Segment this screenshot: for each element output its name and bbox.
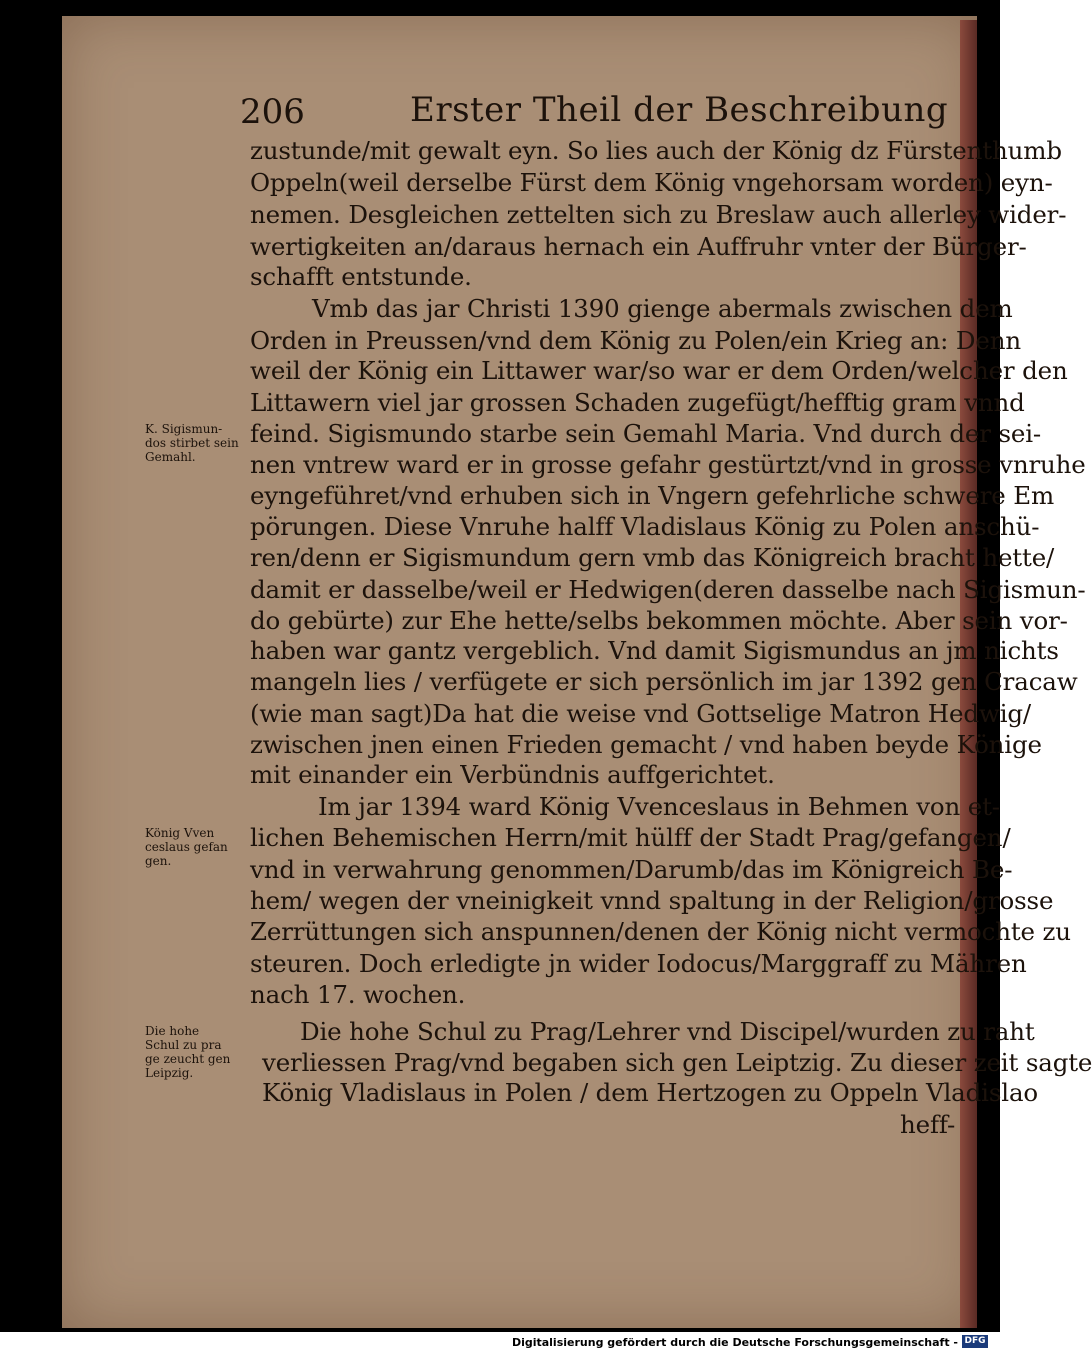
body-line: lichen Behemischen Herrn/mit hülff der Stadt Prag/gefangen/ bbox=[250, 823, 1011, 852]
body-line: Oppeln(weil derselbe Fürst dem König vngehorsam worden) eyn- bbox=[250, 168, 1053, 197]
marginal-note: K. Sigismun- dos stirbet sein Gemahl. bbox=[145, 422, 239, 464]
body-line: Die hohe Schul zu Prag/Lehrer vnd Discipel/wurden zu raht bbox=[300, 1017, 1035, 1046]
catchword: heff- bbox=[900, 1110, 956, 1139]
running-head: Erster Theil der Beschreibung bbox=[410, 90, 949, 130]
body-line: zustunde/mit gewalt eyn. So lies auch der König dz Fürstenthumb bbox=[250, 136, 1062, 165]
body-line: hem/ wegen der vneinigkeit vnnd spaltung in der Religion/grosse bbox=[250, 886, 1054, 915]
body-line: Vmb das jar Christi 1390 gienge abermals zwischen dem bbox=[312, 294, 1013, 323]
body-line: damit er dasselbe/weil er Hedwigen(deren dasselbe nach Sigismun- bbox=[250, 575, 1086, 604]
body-line: Zerrüttungen sich anspunnen/denen der König nicht vermochte zu bbox=[250, 917, 1071, 946]
body-line: (wie man sagt)Da hat die weise vnd Gottselige Matron Hedwig/ bbox=[250, 699, 1032, 728]
body-line: Orden in Preussen/vnd dem König zu Polen/ein Krieg an: Denn bbox=[250, 326, 1021, 355]
digitization-credit: Digitalisierung gefördert durch die Deutsche Forschungsgemeinschaft - bbox=[511, 1336, 958, 1349]
body-line: wertigkeiten an/daraus hernach ein Auffruhr vnter der Bürger- bbox=[250, 232, 1027, 261]
body-line: zwischen jnen einen Frieden gemacht / vnd haben beyde Könige bbox=[250, 730, 1042, 759]
body-line: nemen. Desgleichen zettelten sich zu Breslaw auch allerley wider- bbox=[250, 200, 1067, 229]
body-line: pörungen. Diese Vnruhe halff Vladislaus König zu Polen anschü- bbox=[250, 512, 1040, 541]
body-line: steuren. Doch erledigte jn wider Iodocus/Marggraff zu Mähren bbox=[250, 949, 1027, 978]
body-line: nen vntrew ward er in grosse gefahr gestürtzt/vnd in grosse vnruhe bbox=[250, 450, 1086, 479]
body-line: ren/denn er Sigismundum gern vmb das Königreich bracht hette/ bbox=[250, 543, 1055, 572]
body-line: do gebürte) zur Ehe hette/selbs bekommen möchte. Aber sein vor- bbox=[250, 606, 1068, 635]
marginal-note: König Vven ceslaus gefan gen. bbox=[145, 826, 228, 868]
body-line: vnd in verwahrung genommen/Darumb/das im Königreich Be- bbox=[250, 855, 1013, 884]
body-line: Im jar 1394 ward König Vvenceslaus in Behmen von et- bbox=[318, 792, 1000, 821]
body-line: König Vladislaus in Polen / dem Hertzogen zu Oppeln Vladislao bbox=[262, 1078, 1039, 1107]
marginal-note: Die hohe Schul zu pra ge zeucht gen Leipzig. bbox=[145, 1024, 231, 1080]
body-line: mangeln lies / verfügete er sich persönlich im jar 1392 gen Cracaw bbox=[250, 667, 1078, 696]
body-line: nach 17. wochen. bbox=[250, 980, 466, 1009]
body-line: weil der König ein Littawer war/so war er dem Orden/welcher den bbox=[250, 356, 1068, 385]
body-line: feind. Sigismundo starbe sein Gemahl Maria. Vnd durch der sei- bbox=[250, 419, 1042, 448]
body-line: schafft entstunde. bbox=[250, 262, 472, 291]
body-line: eyngeführet/vnd erhuben sich in Vngern gefehrliche schwere Em bbox=[250, 481, 1055, 510]
body-line: mit einander ein Verbündnis auffgerichtet. bbox=[250, 760, 775, 789]
page-number: 206 bbox=[240, 92, 305, 132]
body-line: haben war gantz vergeblich. Vnd damit Sigismundus an jm nichts bbox=[250, 636, 1059, 665]
body-line: Littawern viel jar grossen Schaden zugefügt/hefftig gram vnnd bbox=[250, 388, 1025, 417]
dfg-logo: DFG bbox=[962, 1335, 988, 1348]
body-line: verliessen Prag/vnd begaben sich gen Leiptzig. Zu dieser zeit sagte bbox=[262, 1048, 1092, 1077]
